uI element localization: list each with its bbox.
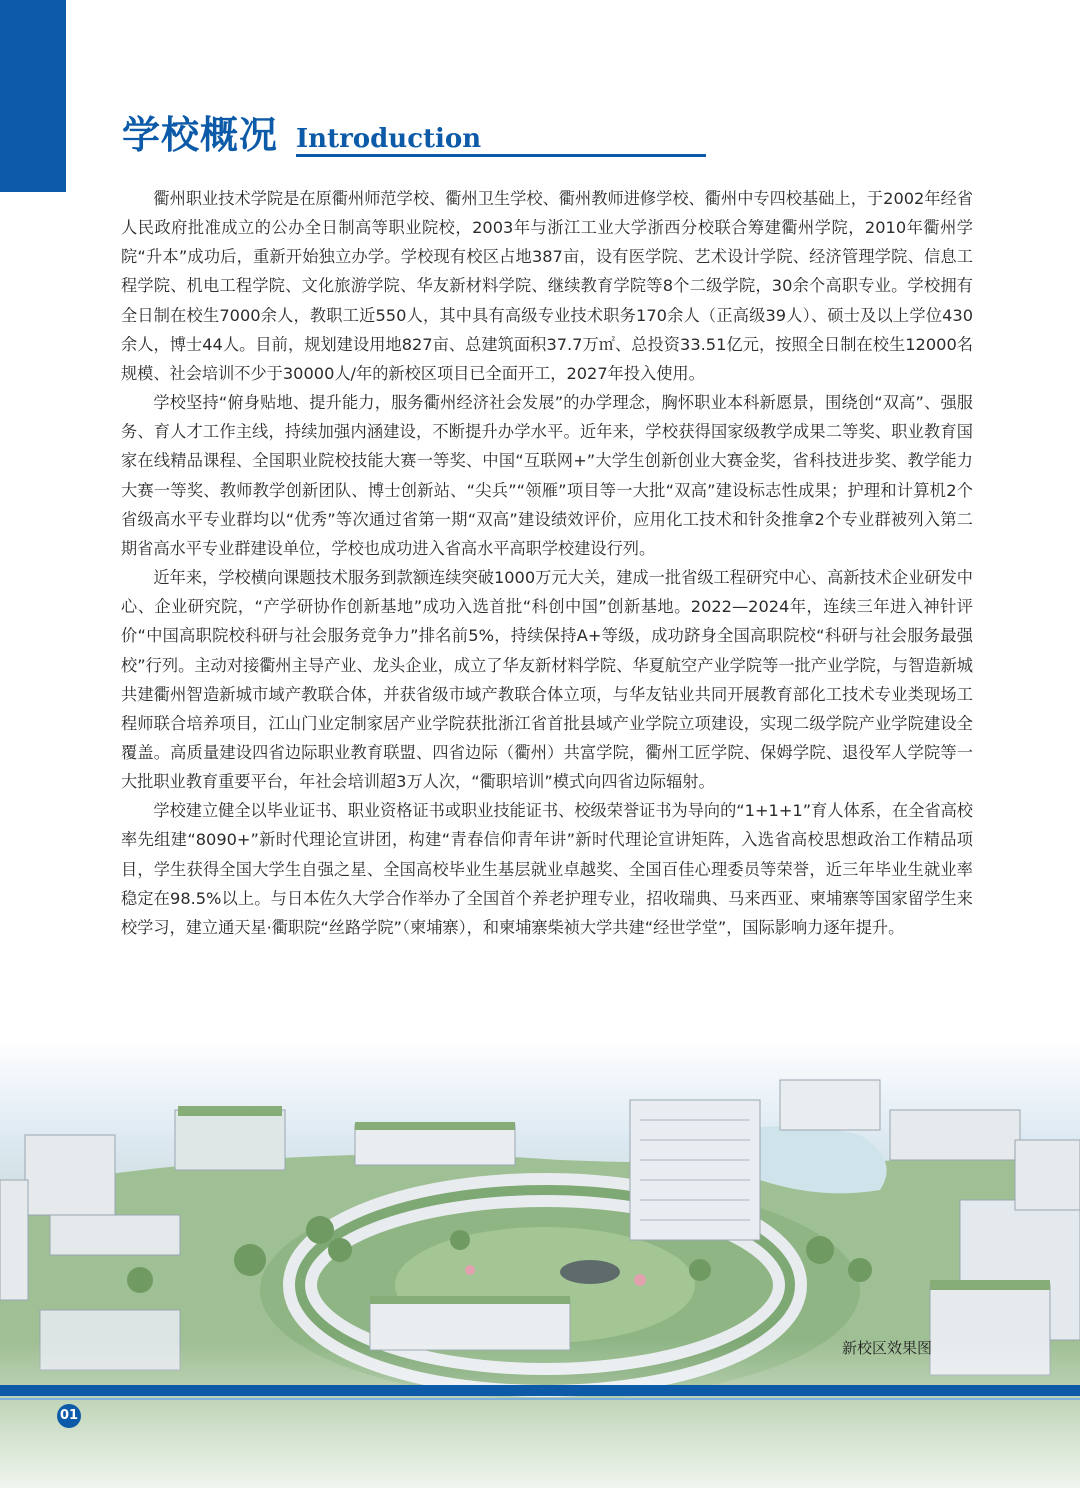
paragraph-overview: 衢州职业技术学院是在原衢州师范学校、衢州卫生学校、衢州教师进修学校、衢州中专四校基础上，于2002年经省人民政府批准成立的公办全日制高等职业院校，2003年与浙江工业大学浙西分校联合筹建衢州学院，2010年衢州学院“升本”成功后，重新开始独立办学。学校现有校区占地387亩，设有医学院、艺术设计学院、经济管理学院、信息工程学院、机电工程学院、文化旅游学院、华友新材料学院、继续教育学院等8个二级学院，30余个高职专业。学校拥有全日制在校生7000余人，教职工近550人，其中具有高级专业技术职务170余人（正高级39人）、硕士及以上学位430余人，博士44人。目前，规划建设用地827亩、总建筑面积37.7万㎡、总投资33.51亿元，按照全日制在校生12000名规模、社会培训不少于30000人/年的新校区项目已全面开工，2027年投入使用。	[121, 189, 973, 383]
page-number: 01	[57, 1404, 81, 1428]
title-underline	[296, 154, 706, 157]
paragraph-philosophy: 学校坚持“俯身贴地、提升能力，服务衢州经济社会发展”的办学理念，胸怀职业本科新愿景，围绕创“双高”、强服务、育人才工作主线，持续加强内涵建设，不断提升办学水平。近年来，学校获得国家级教学成果二等奖、职业教育国家在线精品课程、全国职业院校技能大赛一等奖、中国“互联网+”大学生创新创业大赛金奖，省科技进步奖、教学能力大赛一等奖、教师教学创新团队、博士创新站、“尖兵”“领雁”项目等一大批“双高”建设标志性成果；护理和计算机2个省级高水平专业群均以“优秀”等次通过省第一期“双高”建设绩效评价，应用化工技术和针灸推拿2个专业群被列入第二期省高水平专业群建设单位，学校也成功进入省高水平高职学校建设行列。	[121, 393, 973, 558]
paragraph-research: 近年来，学校横向课题技术服务到款额连续突破1000万元大关，建成一批省级工程研究中心、高新技术企业研发中心、企业研究院，“产学研协作创新基地”成功入选首批“科创中国”创新基地。2022—2024年，连续三年进入神针评价“中国高职院校科研与社会服务竞争力”排名前5%，持续保持A+等级，成功跻身全国高职院校“科研与社会服务最强校”行列。主动对接衢州主导产业、龙头企业，成立了华友新材料学院、华夏航空产业学院等一批产业学院，与智造新城共建衢州智造新城市域产教联合体，并获省级市域产教联合体立项，与华友钴业共同开展教育部化工技术专业类现场工程师联合培养项目，江山门业定制家居产业学院获批浙江省首批县域产业学院立项建设，实现二级学院产业学院建设全覆盖。高质量建设四省边际职业教育联盟、四省边际（衢州）共富学院，衢州工匠学院、保姆学院、退役军人学院等一大批职业教育重要平台，年社会培训超3万人次，“衢职培训”模式向四省边际辐射。	[121, 568, 973, 792]
campus-rendering-image	[0, 1040, 1080, 1488]
footer-stripe	[0, 1385, 1080, 1396]
page-title-english: Introduction	[296, 124, 482, 154]
figure-caption: 新校区效果图	[842, 1339, 933, 1357]
paragraph-education: 学校建立健全以毕业证书、职业资格证书或职业技能证书、校级荣誉证书为导向的“1+1+1”育人体系，在全省高校率先组建“8090+”新时代理论宣讲团，构建“青春信仰青年讲”新时代理论宣讲矩阵，入选省高校思想政治工作精品项目，学生获得全国大学生自强之星、全国高校毕业生基层就业卓越奖、全国百佳心理委员等荣誉，近三年毕业生就业率稳定在98.5%以上。与日本佐久大学合作举办了全国首个养老护理专业，招收瑞典、马来西亚、柬埔寨等国家留学生来校学习，建立通天星·衢职院“丝路学院”（柬埔寨），和柬埔寨柴祯大学共建“经世学堂”，国际影响力逐年提升。	[121, 801, 973, 937]
footer-thin-stripe	[0, 1398, 1080, 1400]
left-accent-bar	[0, 0, 66, 192]
section-header	[122, 112, 706, 160]
page-title: 学校概况	[122, 113, 279, 157]
article-body	[121, 184, 973, 942]
